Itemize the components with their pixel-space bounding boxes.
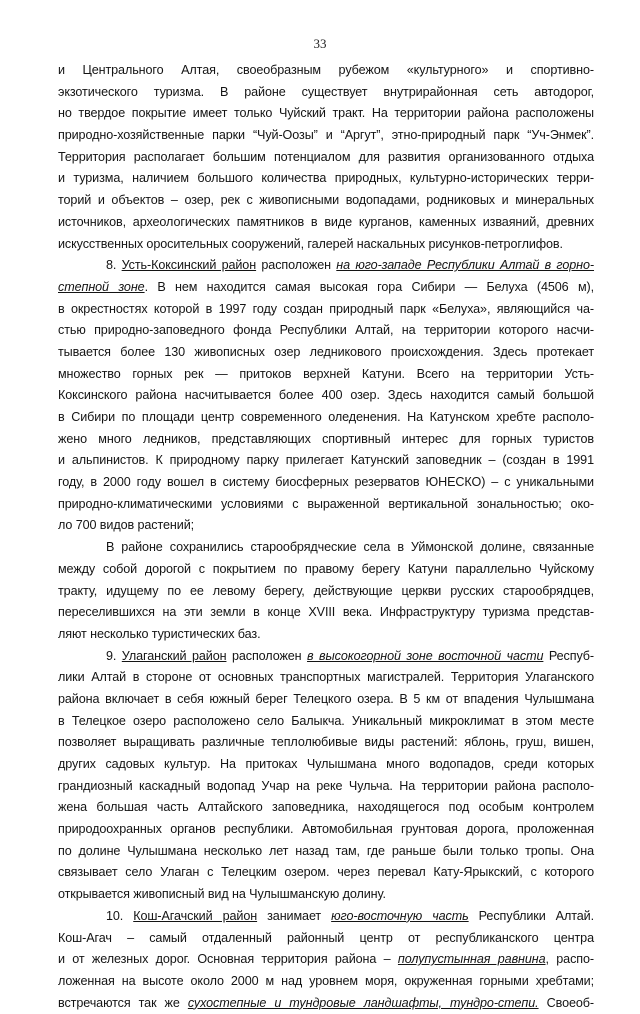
text-line: [58, 407, 594, 429]
text-segment: В районе сохранились старообрядческие села в Уймонской долине, связанные: [106, 540, 594, 555]
emphasized-text: юго-восточную часть: [331, 908, 469, 923]
text-segment: и туризма, наличием большого количества природных, культурно-исторических терри-: [58, 171, 594, 186]
text-segment: ляют несколько туристических баз.: [58, 626, 261, 641]
text-segment: и альпинистов. К природному парку прилегает Катунский заповедник – (создан в 1991: [58, 453, 594, 468]
text-line: [58, 841, 594, 863]
text-segment: источников, археологических памятников в виде курганов, каменных изваяний, древних: [58, 214, 594, 229]
text-segment: , распо-: [545, 952, 594, 967]
emphasized-text: степной зоне: [58, 279, 145, 294]
text-line: [58, 212, 594, 234]
text-line: [58, 862, 594, 884]
text-line: [58, 689, 594, 711]
text-segment: стью природно-заповедного фонда Республики Алтай, на территории которого насчи-: [58, 323, 594, 338]
text-segment: связывает село Улаган с Телецким озером. через перевал Кату-Ярыкский, с которого: [58, 865, 594, 880]
text-segment: встречаются так же: [58, 995, 188, 1010]
text-line: [58, 450, 594, 472]
text-line: [58, 190, 594, 212]
emphasized-text: сухостепные и тундровые ландшафты, тундро-степи.: [187, 995, 539, 1010]
text-line: [58, 732, 594, 754]
text-line: [58, 494, 594, 516]
page-number: 33: [313, 36, 327, 51]
text-line: [58, 103, 594, 125]
text-segment: 8.: [106, 258, 122, 273]
text-segment: 9.: [106, 648, 122, 663]
text-segment: тывается более 130 живописных озер ледникового происхождения. Здесь протекает: [58, 344, 594, 359]
emphasized-text: Усть-Коксинский район: [121, 258, 257, 273]
text-line: [58, 754, 594, 776]
body-text: [58, 60, 594, 1014]
text-segment: других садовых культур. На притоках Чулышмана много водопадов, среди которых: [58, 757, 594, 771]
text-line: [58, 602, 594, 624]
text-segment: грандиозный каскадный водопад Учар на реке Чульча. На территории района располо-: [58, 778, 594, 793]
text-segment: жена большая часть Алтайского заповедника, находящегося под особым контролем: [58, 800, 594, 815]
text-line: [58, 949, 594, 971]
text-segment: искусственных оросительных сооружений, галерей наскальных рисунков-петроглифов.: [58, 236, 563, 251]
text-line: [58, 255, 594, 277]
text-segment: природно-климатическими условиями с выраженной вертикальной зональностью; око-: [58, 496, 594, 511]
text-line: [58, 472, 594, 494]
text-line: [58, 624, 594, 646]
text-line: [58, 667, 594, 689]
text-line: [58, 429, 594, 451]
text-line: [58, 646, 594, 668]
text-line: [58, 320, 594, 342]
text-segment: природоохранных органов республики. Автомобильная грунтовая дорога, проложенная: [58, 822, 594, 837]
text-segment: занимает: [257, 908, 332, 923]
text-line: [58, 125, 594, 147]
text-line: [58, 884, 594, 906]
text-line: [58, 277, 594, 299]
text-line: [58, 776, 594, 798]
text-segment: Респуб-: [543, 648, 594, 663]
text-segment: Коксинского района насчитывается более 400 озер. Здесь находится самый большой: [58, 388, 594, 403]
text-line: [58, 928, 594, 950]
text-segment: природно-хозяйственные парки “Чуй-Оозы” и “Аргут”, этно-природный парк “Уч-Энмек”.: [58, 128, 594, 143]
text-line: [58, 385, 594, 407]
emphasized-text: в высокогорной зоне восточной части: [307, 648, 544, 663]
text-line: [58, 819, 594, 841]
text-segment: Своеоб-: [538, 995, 594, 1010]
text-line: [58, 906, 594, 928]
text-line: [58, 971, 594, 993]
text-line: [58, 168, 594, 190]
text-segment: расположен: [256, 258, 337, 273]
text-segment: торий и объектов – озер, рек с живописными водопадами, родниковых и минеральных: [58, 193, 594, 208]
text-segment: позволяет выращивать различные теплолюбивые виды растений: яблонь, груш, вишен,: [58, 735, 594, 750]
text-segment: переселившихся на эти земли в конце XVIII века. Инфраструктуру туризма представ-: [58, 605, 594, 620]
text-segment: тракту, идущему по ее левому берегу, действующие церкви русских старообрядцев,: [58, 583, 594, 598]
text-segment: в Сибири по площади центр современного оледенения. На Катунском хребте располо-: [58, 410, 594, 424]
text-line: [58, 537, 594, 559]
text-segment: году, в 2000 году вошел в систему биосферных резерватов ЮНЕСКО) – с уникальными: [58, 475, 594, 490]
text-segment: между собой дорогой с покрытием по правому берегу Катуни параллельно Чуйскому: [58, 561, 594, 576]
text-segment: Кош-Агач – самый отдаленный районный центр от республиканского центра: [58, 930, 594, 945]
text-line: [58, 60, 594, 82]
text-line: [58, 82, 594, 104]
emphasized-text: на юго-западе Республики Алтай в горно-: [336, 258, 595, 273]
text-line: [58, 797, 594, 819]
text-segment: в окрестностях которой в 1997 году создан природный парк «Белуха», являющийся ча-: [58, 301, 594, 316]
text-segment: ло 700 видов растений;: [58, 518, 195, 533]
emphasized-text: Кош-Агачский район: [133, 908, 258, 923]
text-segment: открывается живописный вид на Чулышманскую долину.: [58, 887, 386, 902]
text-segment: лики Алтай в стороне от основных транспортных магистралей. Территория Улаганского: [58, 670, 594, 685]
text-line: [58, 147, 594, 169]
emphasized-text: полупустынная равнина: [397, 952, 546, 967]
text-segment: но твердое покрытие имеет только Чуйский тракт. На территории района расположены: [58, 106, 594, 121]
text-line: [58, 299, 594, 321]
text-line: [58, 234, 594, 256]
text-segment: по долине Чулышмана несколько лет назад там, где раньше были только тропы. Она: [58, 843, 594, 858]
text-segment: . В нем находится самая высокая гора Сибири — Белуха (4506 м),: [144, 279, 594, 294]
text-segment: экзотического туризма. В районе существует внутрирайонная сеть автодорог,: [58, 84, 594, 99]
text-segment: и от железных дорог. Основная территория района –: [58, 952, 398, 967]
text-line: [58, 515, 594, 537]
text-line: [58, 559, 594, 581]
text-segment: 10.: [106, 908, 134, 923]
text-line: [58, 993, 594, 1014]
text-segment: района включает в себя южный берег Телецкого озера. В 5 км от впадения Чулышмана: [58, 691, 594, 706]
text-segment: Республики Алтай.: [468, 908, 594, 923]
text-line: [58, 342, 594, 364]
text-segment: ложенная на высоте около 2000 м над уровнем моря, окруженная горными хребтами;: [58, 973, 594, 988]
text-segment: расположен: [226, 648, 308, 663]
text-line: [58, 581, 594, 603]
text-segment: жено много ледников, представляющих спортивный интерес для горных туристов: [58, 431, 594, 446]
text-segment: в Телецкое озеро расположено село Балыкча. Уникальный микроклимат в этом месте: [58, 713, 594, 728]
text-segment: множество горных рек — притоков верхней Катуни. Всего на территории Усть-: [58, 366, 594, 381]
text-segment: Территория располагает большим потенциалом для развития организованного отдыха: [58, 149, 594, 164]
emphasized-text: Улаганский район: [121, 648, 227, 663]
text-line: [58, 711, 594, 733]
text-line: [58, 364, 594, 386]
text-segment: и Центрального Алтая, своеобразным рубежом «культурного» и спортивно-: [58, 63, 594, 77]
